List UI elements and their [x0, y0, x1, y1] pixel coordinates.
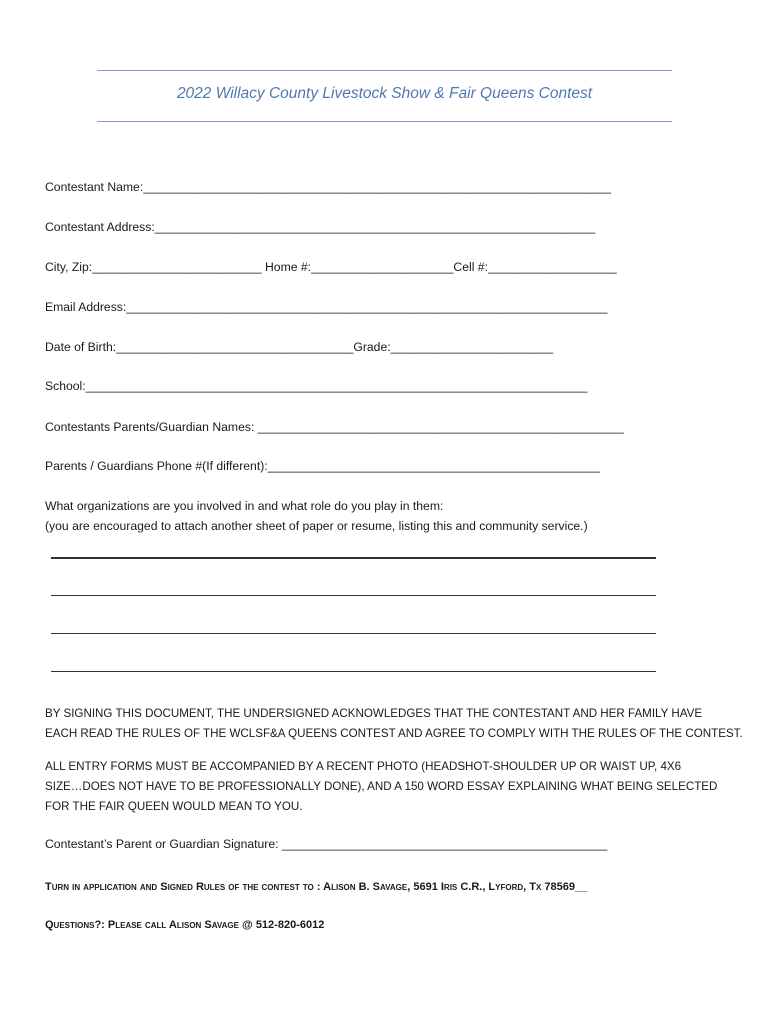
- organizations-answer-line-4[interactable]: [51, 671, 656, 672]
- questions-contact: Questions?: Please call Alison Savage @ 512-820-6012: [45, 919, 325, 931]
- field-date-of-birth-grade[interactable]: Date of Birth:___________________________________Grade:________________________: [45, 340, 554, 354]
- page-title: 2022 Willacy County Livestock Show & Fair Queens Contest: [176, 85, 593, 102]
- acknowledgement-line-2: EACH READ THE RULES OF THE WCLSF&A QUEENS CONTEST AND AGREE TO COMPLY WITH THE RULES OF THE CONTEST.: [45, 727, 743, 740]
- requirements-line-1: ALL ENTRY FORMS MUST BE ACCOMPANIED BY A RECENT PHOTO (HEADSHOT-SHOULDER UP OR WAIST UP, 4X6: [45, 760, 682, 773]
- field-school[interactable]: School:__________________________________________________________________________: [45, 379, 588, 393]
- field-parent-names[interactable]: Contestants Parents/Guardian Names: ______________________________________________________: [45, 420, 624, 434]
- requirements-line-2: SIZE…DOES NOT HAVE TO BE PROFESSIONALLY DONE), AND A 150 WORD ESSAY EXPLAINING WHAT BEING SELECTED: [45, 780, 718, 793]
- field-email-address[interactable]: Email Address:_______________________________________________________________________: [45, 300, 608, 314]
- field-contestant-address[interactable]: Contestant Address:_________________________________________________________________: [45, 220, 596, 234]
- requirements-line-3: FOR THE FAIR QUEEN WOULD MEAN TO YOU.: [45, 800, 303, 813]
- organizations-question: What organizations are you involved in and what role do you play in them:: [45, 499, 444, 513]
- organizations-answer-line-3[interactable]: [51, 633, 656, 634]
- field-city-zip-phones[interactable]: City, Zip:_________________________ Home #:_____________________Cell #:___________________: [45, 260, 617, 274]
- organizations-answer-line-1[interactable]: [51, 557, 656, 559]
- title-top-rule: [97, 70, 672, 71]
- title-bottom-rule: [97, 121, 672, 122]
- organizations-answer-line-2[interactable]: [51, 595, 656, 596]
- signature-field[interactable]: Contestant’s Parent or Guardian Signature: ________________________________________________: [45, 837, 608, 851]
- field-parent-phone[interactable]: Parents / Guardians Phone #(If different):_________________________________________________: [45, 459, 600, 473]
- acknowledgement-line-1: BY SIGNING THIS DOCUMENT, THE UNDERSIGNED ACKNOWLEDGES THAT THE CONTESTANT AND HER FAMILY HAVE: [45, 707, 703, 720]
- turn-in-instructions: Turn in application and Signed Rules of the contest to : Alison B. Savage, 5691 Iris C.R., Lyford, Tx 78569__: [45, 881, 588, 893]
- field-contestant-name[interactable]: Contestant Name:_____________________________________________________________________: [45, 180, 611, 194]
- organizations-note: (you are encouraged to attach another sheet of paper or resume, listing this and community service.): [45, 519, 588, 533]
